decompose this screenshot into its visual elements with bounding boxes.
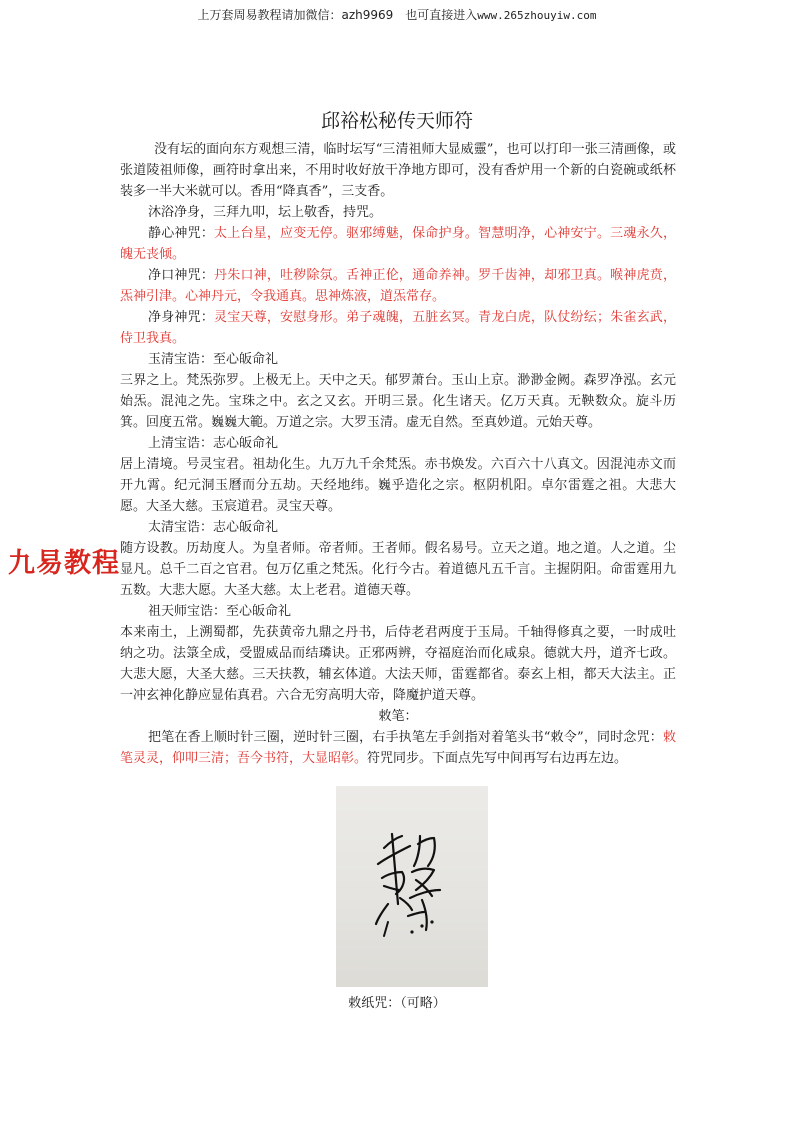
taiqing-text: 随方设教。历劫度人。为皇者师。帝者师。王者师。假名易号。立天之道。地之道。人之道。尘显凡。总千二百之官君。包万亿重之梵炁。化行今古。着道德凡五千言。主握阴阳。命雷霆用九五数。大悲大愿。大圣大慈。太上老君。道德天尊。: [120, 541, 676, 598]
watermark-logo: 九易教程: [8, 548, 120, 579]
chibi-pre: 把笔在香上顺时针三圈，逆时针三圈，右手执笔左手剑指对着笔头书“敕令”，同时念咒：: [148, 730, 663, 745]
chibi-paragraph: [120, 727, 676, 769]
jingxin-label: 静心神咒：: [148, 226, 215, 241]
page-header: [0, 6, 794, 23]
zutianshi-heading: 祖天师宝诰：至心皈命礼: [148, 604, 292, 619]
chibi-heading: 敕笔：: [378, 709, 418, 724]
taiqing-heading: 太清宝诰：志心皈命礼: [148, 520, 279, 535]
chibi-red: 敕笔灵灵，仰叩三清；吾今书符，大显昭彰。: [120, 730, 676, 766]
jingkou-mantra: [120, 265, 676, 307]
shangqing-text: 居上清境。号灵宝君。祖劫化生。九万九千余梵炁。赤书焕发。六百六十八真文。因混沌赤文而开九霄。纪元洞玉曆而分五劫。天经地纬。巍乎造化之宗。枢阴机阳。卓尔雷霆之祖。大悲大愿。大圣大慈。玉宸道君。灵宝天尊。: [120, 457, 676, 514]
zutianshi-text: 本来南土，上溯蜀都，先获黄帝九鼎之丹书，后侍老君两度于玉局。千轴得修真之要，一时成吐纳之功。法箓全成，受盟威品而结璘诀。正邪两辨，夺福庭治而化咸泉。德就大丹，道齐七政。大悲大愿，大圣大慈。三天扶教，辅玄体道。大法天师，雷霆都省。泰玄上相，都天大法主。正一冲玄神化静应显佑真君。六合无穷高明大帝，降魔护道天尊。: [120, 625, 676, 703]
jingkou-label: 净口神咒：: [148, 268, 215, 283]
jingkou-text: 丹朱口神，吐秽除氛。舌神正伦，通命养神。罗千齿神，却邪卫真。喉神虎贲，炁神引津。心神丹元，令我通真。思神炼液，道炁常存。: [120, 268, 676, 304]
document-body: [120, 139, 676, 769]
bathe-paragraph: 沐浴净身，三拜九叩，坛上敬香，持咒。: [148, 205, 383, 220]
jingshen-label: 净身神咒：: [148, 310, 215, 325]
yuqing-heading: 玉清宝诰：至心皈命礼: [148, 352, 279, 367]
jingxin-mantra: [120, 223, 676, 265]
image-caption: 敕纸咒：（可略）: [348, 996, 446, 1011]
handwritten-chi-character: [336, 786, 488, 987]
jingshen-text: 灵宝天尊，安慰身形。弟子魂魄，五脏玄冥。青龙白虎，队仗纷纭；朱雀玄武，侍卫我真。: [120, 310, 676, 346]
jingshen-mantra: [120, 307, 676, 349]
talisman-photo: [336, 786, 488, 987]
document-title: 邱裕松秘传天师符: [320, 110, 473, 132]
intro-paragraph: 没有坛的面向东方观想三清，临时坛写“三清祖师大显威靈”，也可以打印一张三清画像，或张道陵祖师像，画符时拿出来，不用时收好放干净地方即可，没有香炉用一个新的白瓷碗或纸杯装多一半大米就可以。香用“降真香”，三支香。: [120, 142, 676, 199]
shangqing-heading: 上清宝诰：志心皈命礼: [148, 436, 279, 451]
header-text: 上万套周易教程请加微信：azh9969 也可直接进入: [197, 8, 478, 22]
chibi-post: 符咒同步。下面点先写中间再写右边再左边。: [367, 751, 628, 766]
header-url[interactable]: www.265zhouyiw.com: [477, 9, 597, 22]
jingxin-text: 太上台星，应变无停。驱邪缚魅，保命护身。智慧明净，心神安宁。三魂永久，魄无丧倾。: [120, 226, 676, 262]
yuqing-text: 三界之上。梵炁弥罗。上极无上。天中之天。郁罗萧台。玉山上京。渺渺金阙。森罗净泓。玄元始炁。混沌之先。宝珠之中。玄之又玄。开明三景。化生诸天。亿万天真。无鞅数众。旋斗历箕。回度五常。巍巍大範。万道之宗。大罗玉清。虚无自然。至真妙道。元始天尊。: [120, 373, 676, 430]
